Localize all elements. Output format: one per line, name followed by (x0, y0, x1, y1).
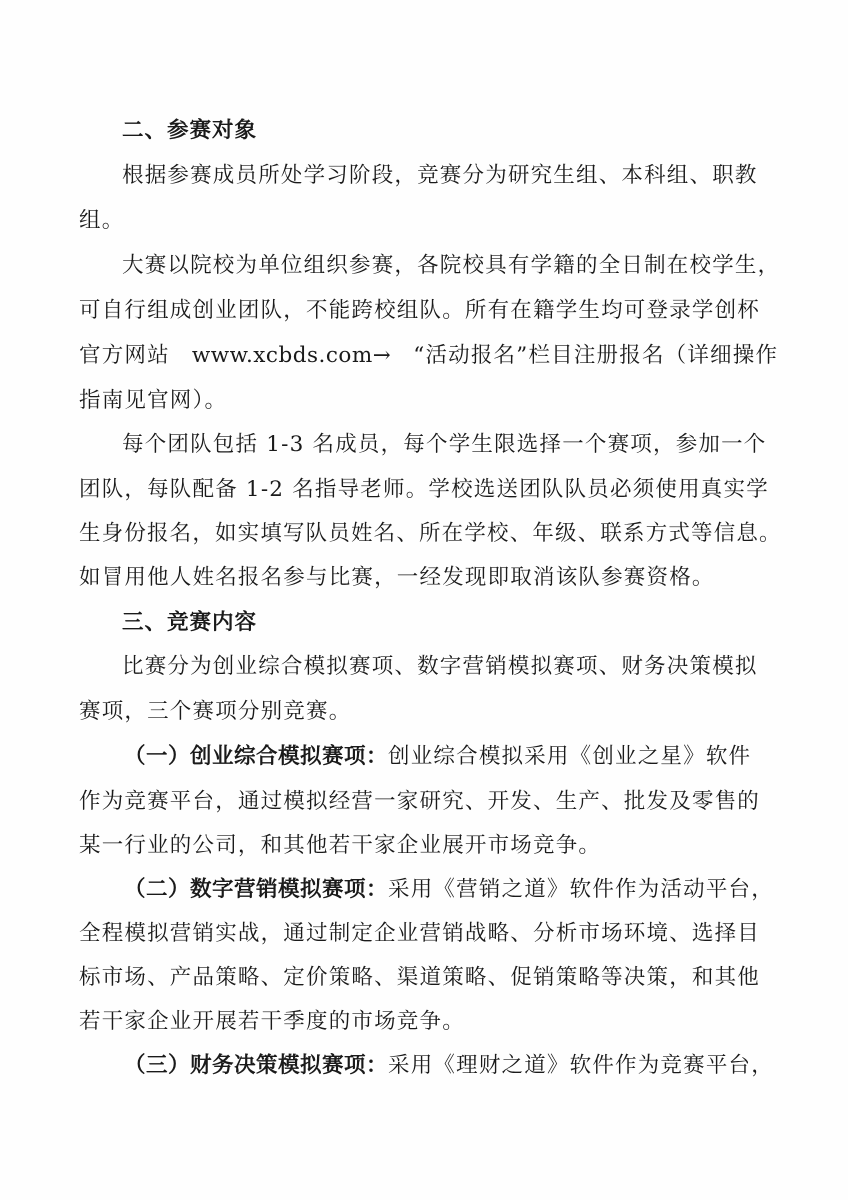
paragraph-line: 作为竞赛平台，通过模拟经营一家研究、开发、生产、批发及零售的 (79, 789, 761, 814)
website-url-link[interactable]: www.xcbds.com→ (191, 343, 392, 368)
paragraph-line: 赛项，三个赛项分别竞赛。 (79, 699, 352, 724)
paragraph-line: 全程模拟营销实战，通过制定企业营销战略、分析市场环境、选择目 (79, 921, 761, 946)
paragraph-text: 创业综合模拟采用《创业之星》软件 (388, 744, 752, 769)
item-1-label: （一）创业综合模拟赛项： (124, 744, 389, 769)
paragraph-line: 某一行业的公司，和其他若干家企业展开市场竞争。 (79, 833, 602, 858)
paragraph-line: 比赛分为创业综合模拟赛项、数字营销模拟赛项、财务决策模拟 (122, 654, 758, 679)
item-3-label: （三）财务决策模拟赛项： (124, 1053, 389, 1078)
section-3-heading: 三、竞赛内容 (122, 610, 258, 635)
paragraph-line: 生身份报名，如实填写队员姓名、所在学校、年级、联系方式等信息。 (79, 521, 782, 546)
item-1-line (124, 743, 751, 771)
paragraph-text: “活动报名”栏目注册报名（详细操作 (413, 343, 779, 368)
paragraph-line: 组。 (79, 208, 125, 233)
item-3-line (124, 1052, 774, 1080)
paragraph-line: 根据参赛成员所处学习阶段，竞赛分为研究生组、本科组、职教 (122, 163, 758, 188)
paragraph-line: 团队，每队配备 1-2 名指导老师。学校选送团队队员必须使用真实学 (79, 477, 769, 502)
item-2-label: （二）数字营销模拟赛项： (124, 877, 389, 902)
paragraph-line-with-url (79, 342, 778, 370)
paragraph-text: 官方网站 (79, 343, 170, 368)
section-2-heading: 二、参赛对象 (122, 118, 258, 143)
paragraph-line: 标市场、产品策略、定价策略、渠道策略、促销策略等决策，和其他 (79, 965, 761, 990)
paragraph-line: 若干家企业开展若干季度的市场竞争。 (79, 1009, 465, 1034)
item-2-line (124, 876, 774, 904)
paragraph-line: 每个团队包括 1-3 名成员，每个学生限选择一个赛项，参加一个 (122, 432, 767, 457)
paragraph-text: 采用《理财之道》软件作为竞赛平台， (388, 1053, 774, 1078)
paragraph-text: 采用《营销之道》软件作为活动平台， (388, 877, 774, 902)
paragraph-line: 如冒用他人姓名报名参与比赛，一经发现即取消该队参赛资格。 (79, 565, 715, 590)
paragraph-line: 指南见官网）。 (79, 388, 228, 413)
paragraph-line: 大赛以院校为单位组织参赛，各院校具有学籍的全日制在校学生， (122, 253, 781, 278)
paragraph-line: 可自行组成创业团队，不能跨校组队。所有在籍学生均可登录学创杯 (79, 298, 761, 323)
